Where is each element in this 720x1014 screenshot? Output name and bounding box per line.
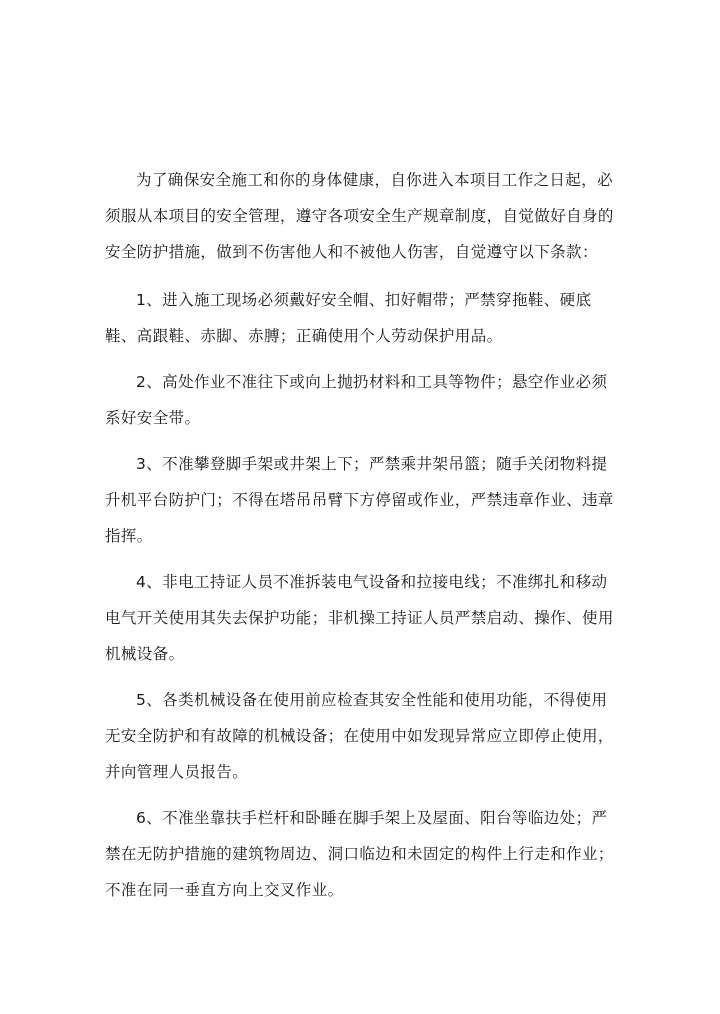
rule-item-6 [105, 800, 615, 908]
rule-text: 非电工持证人员不准拆装电气设备和拉接电线；不准绑扎和移动电气开关使用其失去保护功能；非机操工持证人员严禁启动、操作、使用机械设备。 [105, 573, 614, 663]
rule-number: 5、 [136, 691, 163, 709]
document-body [105, 162, 615, 908]
rule-item-2 [105, 364, 615, 436]
rule-item-1 [105, 282, 615, 354]
rule-text: 进入施工现场必须戴好安全帽、扣好帽带；严禁穿拖鞋、硬底鞋、高跟鞋、赤脚、赤膊；正确使用个人劳动保护用品。 [105, 291, 592, 345]
intro-paragraph: 为了确保安全施工和你的身体健康，自你进入本项目工作之日起，必须服从本项目的安全管理，遵守各项安全生产规章制度，自觉做好自身的安全防护措施，做到不伤害他人和不被他人伤害，自觉遵守以下条款： [105, 171, 614, 261]
rule-item-3 [105, 446, 615, 554]
rule-item-4 [105, 564, 615, 672]
rule-number: 6、 [136, 809, 163, 827]
rule-text: 高处作业不准往下或向上抛扔材料和工具等物件；悬空作业必须系好安全带。 [105, 373, 608, 427]
rule-number: 4、 [136, 573, 163, 591]
rule-text: 不准坐靠扶手栏杆和卧睡在脚手架上及屋面、阳台等临边处；严禁在无防护措施的建筑物周边、洞口临边和未固定的构件上行走和作业；不准在同一垂直方向上交叉作业。 [105, 809, 614, 899]
rule-item-5 [105, 682, 615, 790]
rule-number: 3、 [136, 455, 163, 473]
rule-text: 不准攀登脚手架或井架上下；严禁乘井架吊篮；随手关闭物料提升机平台防护门；不得在塔吊吊臂下方停留或作业，严禁违章作业、违章指挥。 [105, 455, 614, 545]
rule-number: 2、 [136, 373, 163, 391]
rule-text: 各类机械设备在使用前应检查其安全性能和使用功能，不得使用无安全防护和有故障的机械设备；在使用中如发现异常应立即停止使用，并向管理人员报告。 [105, 691, 614, 781]
rule-number: 1、 [136, 291, 163, 309]
